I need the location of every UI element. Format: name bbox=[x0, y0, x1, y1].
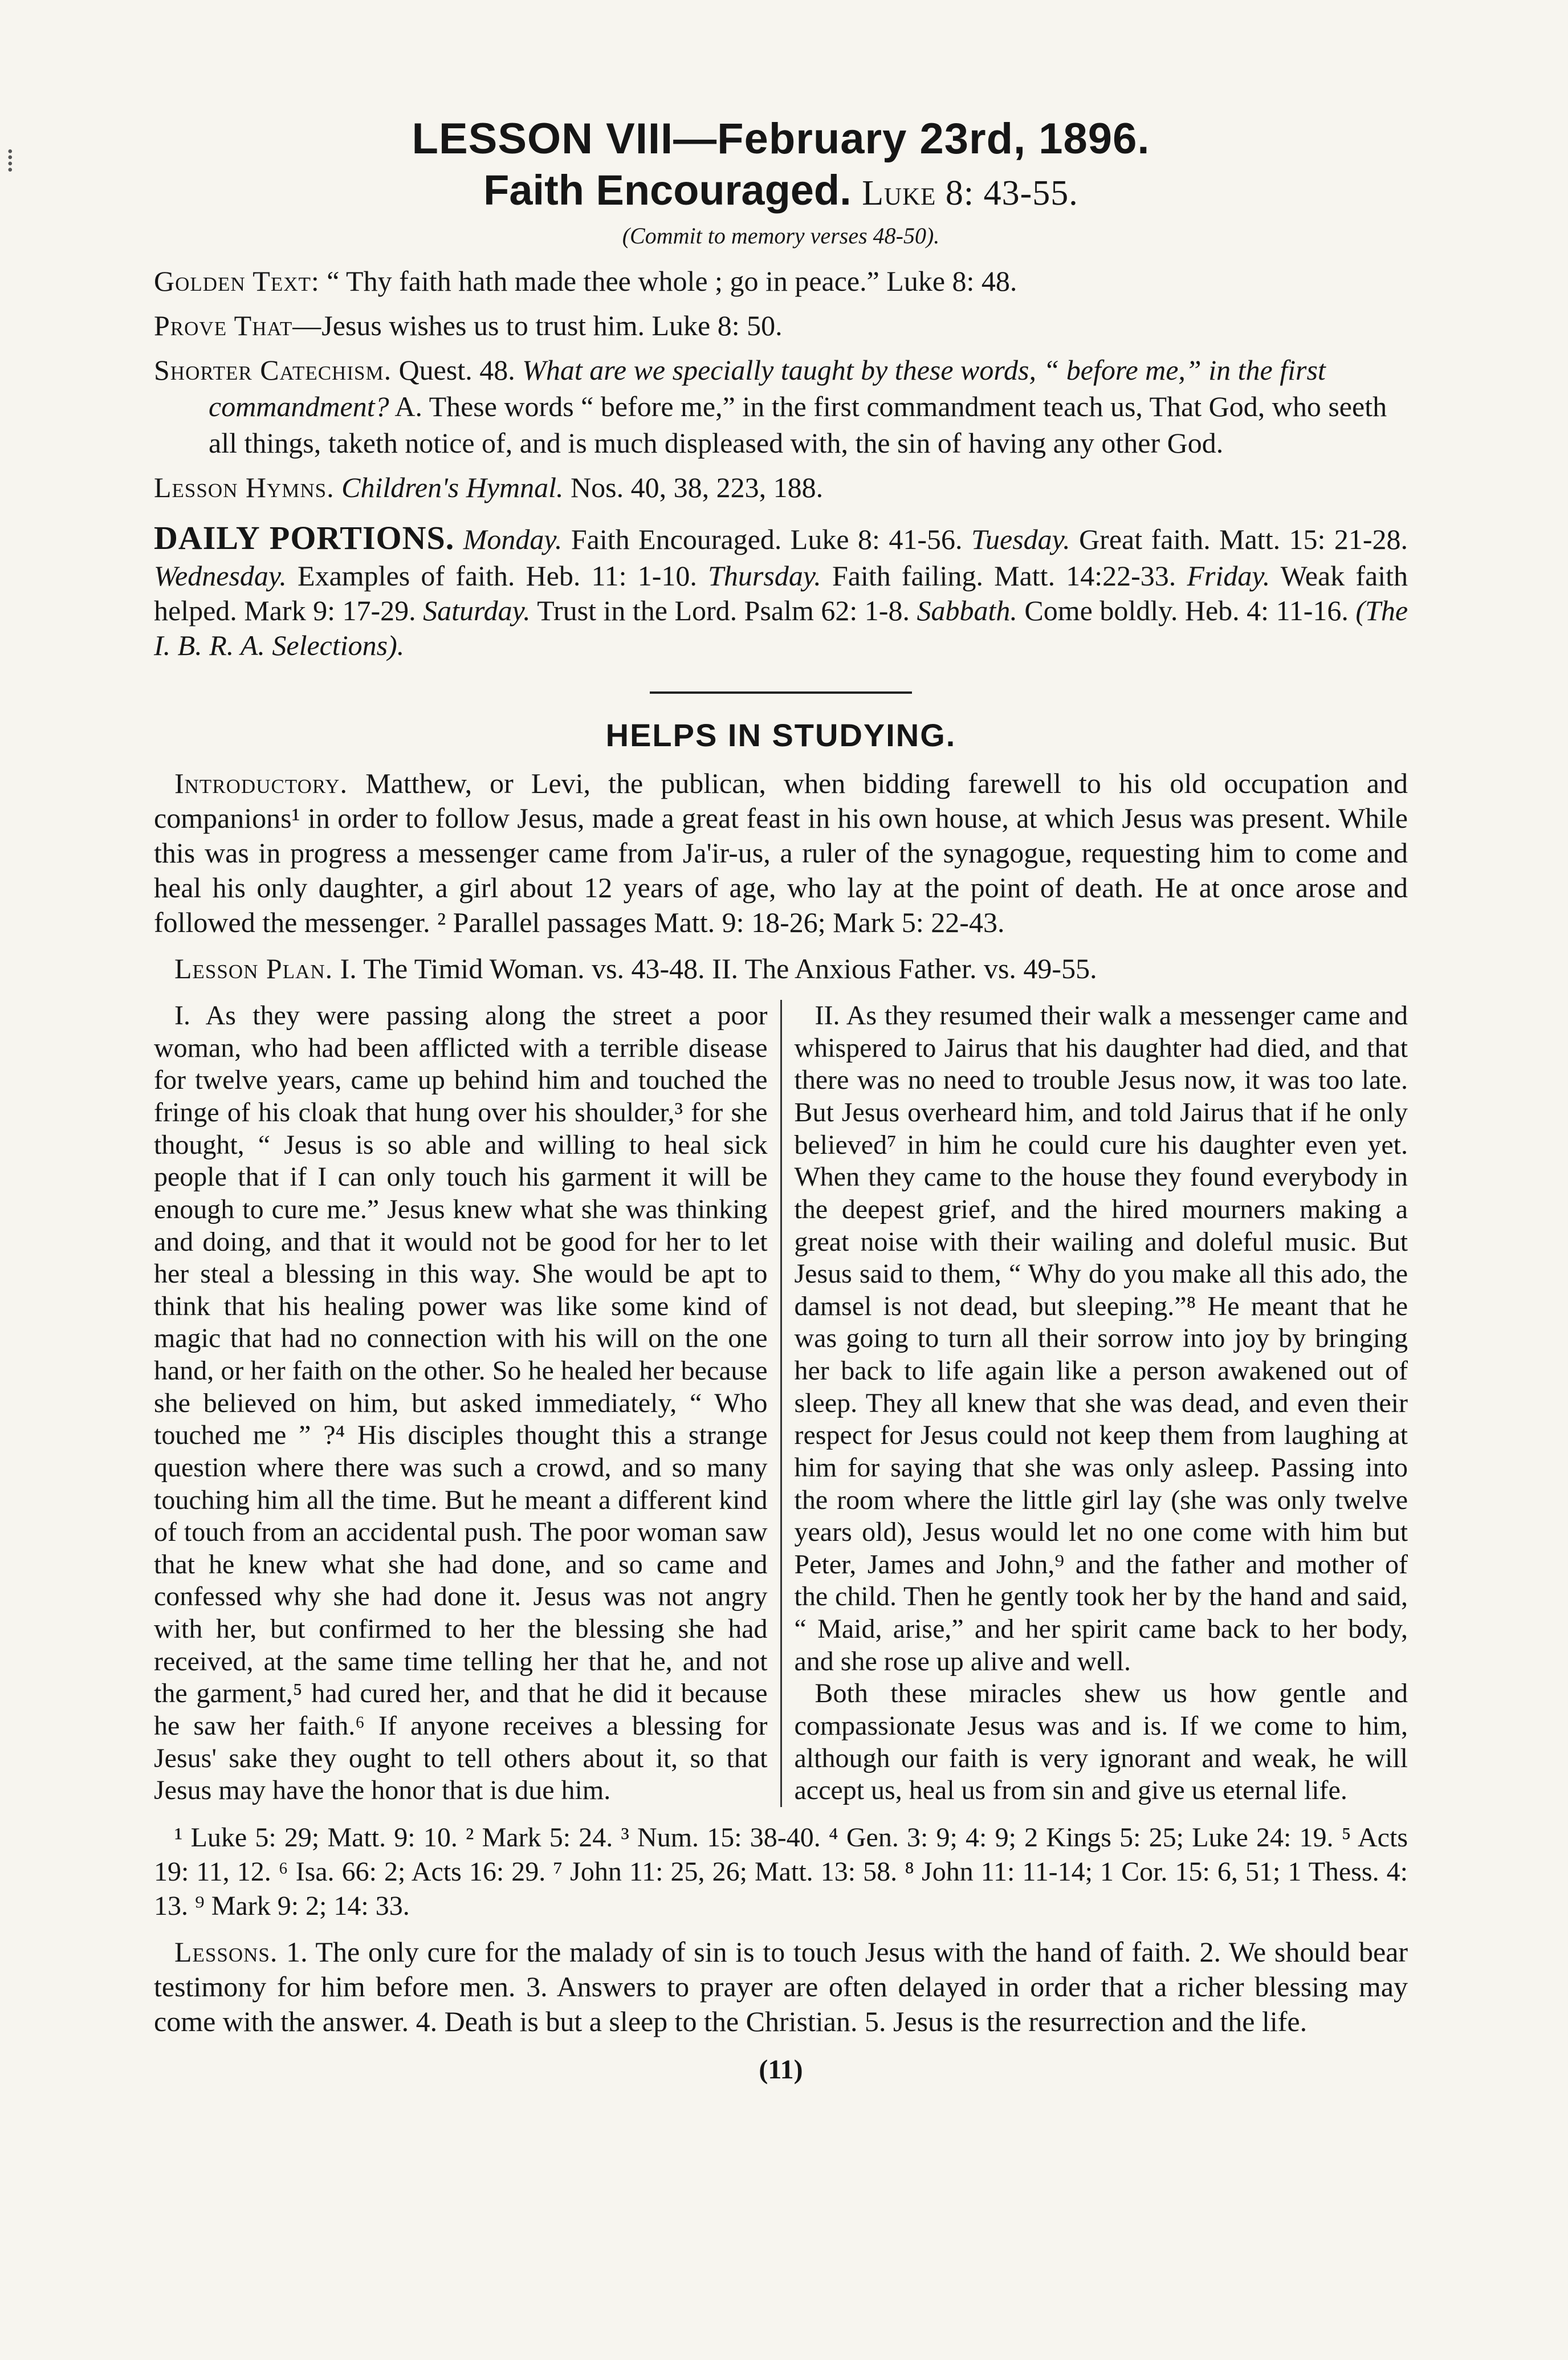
catechism-answer: A. These words “ before me,” in the first commandment teach us, That God, who seeth all things, taketh notice of, and is much displeased with, the sin of having any other God. bbox=[209, 390, 1387, 459]
shorter-catechism bbox=[154, 352, 1408, 461]
reading-monday: Faith Encouraged. Luke 8: 41-56. bbox=[571, 523, 963, 556]
daily-portions bbox=[154, 518, 1408, 663]
catechism-question: What are we specially taught by these words, “ before me,” in the first commandment? bbox=[209, 354, 1326, 423]
catechism-label: Shorter Catechism. bbox=[154, 354, 392, 386]
reading-friday: Weak faith helped. Mark 9: 17-29. bbox=[154, 560, 1408, 627]
subtitle-main: Faith Encouraged. bbox=[483, 166, 852, 214]
introductory-paragraph bbox=[154, 766, 1408, 940]
reading-tuesday: Great faith. Matt. 15: 21-28. bbox=[1079, 523, 1408, 556]
section-divider bbox=[650, 691, 912, 694]
golden-text bbox=[154, 263, 1408, 299]
day-monday: Monday. bbox=[463, 523, 563, 556]
lessons-body: 1. The only cure for the malady of sin is to touch Jesus with the hand of faith. 2. We should bear testimony for him before men. 3. Answers to prayer are often delayed in order that a richer blessing may come with the answer. 4. Death is but a sleep to the Christian. 5. Jesus is the resurrection and the life. bbox=[154, 1935, 1408, 2037]
hymns-label: Lesson Hymns. bbox=[154, 471, 335, 504]
hymns-nos: Nos. 40, 38, 223, 188. bbox=[571, 471, 824, 504]
selections-note: (The I. B. R. A. Selections). bbox=[154, 595, 1408, 662]
introductory-label: Introductory. bbox=[174, 767, 348, 800]
lesson-plan bbox=[154, 950, 1408, 987]
hymns-book: Children's Hymnal. bbox=[341, 471, 564, 504]
column-right-para-1: II. As they resumed their walk a messenger came and whispered to Jairus that his daughter had died, and that there was no need to trouble Jesus now, it was too late. But Jesus overheard him, and told Jairus that if he only believed⁷ in him he could cure his daughter even yet. When they came to the house they found everybody in the deepest grief, and the hired mourners making a great noise with their wailing and doleful music. But Jesus said to them, “ Why do you make all this ado, the damsel is not dead, but sleeping.”⁸ He meant that he was going to turn all their sorrow into joy by bringing her back to life again like a person awakened out of sleep. They all knew that she was dead, and even their respect for Jesus could not keep them from laughing at him for saying that she was only asleep. Passing into the room where the little girl lay (she was only twelve years old), Jesus would let no one come with him but Peter, James and John,⁹ and the father and mother of the child. Then he gently took her by the hand and said, “ Maid, arise,” and her spirit came back to her body, and she rose up alive and well. bbox=[794, 1000, 1408, 1677]
column-right-para-2: Both these miracles shew us how gentle and compassionate Jesus was and is. If we come to him, although our faith is very ignorant and weak, he will accept us, heal us from sin and give us eternal life. bbox=[794, 1678, 1408, 1806]
lessons bbox=[154, 1935, 1408, 2039]
lesson-title: LESSON VIII—February 23rd, 1896. bbox=[412, 115, 1150, 163]
prove-that bbox=[154, 307, 1408, 344]
prove-that-label: Prove That— bbox=[154, 310, 322, 342]
column-right bbox=[782, 1000, 1408, 1807]
helps-heading: HELPS IN STUDYING. bbox=[605, 717, 956, 754]
lessons-label: Lessons. bbox=[174, 1935, 278, 1968]
golden-text-body: “ Thy faith hath made thee whole ; go in peace.” Luke 8: 48. bbox=[327, 265, 1017, 298]
reading-thursday: Faith failing. Matt. 14:22-33. bbox=[832, 560, 1176, 592]
margin-mark: ⁞ bbox=[6, 143, 15, 178]
catechism-quest: Quest. 48. bbox=[398, 354, 515, 386]
prove-that-body: Jesus wishes us to trust him. Luke 8: 50. bbox=[321, 310, 783, 342]
lesson-subtitle bbox=[154, 166, 1408, 215]
reading-saturday: Trust in the Lord. Psalm 62: 1-8. bbox=[537, 595, 910, 627]
footnotes: ¹ Luke 5: 29; Matt. 9: 10. ² Mark 5: 24. ³ Num. 15: 38-40. ⁴ Gen. 3: 9; 4: 9; 2 Kings 5: 25; Luke 24: 19. ⁵ Acts 19: 11, 12. ⁶ Isa. 66: 2; Acts 16: 29. ⁷ John 11: 25, 26; Matt. 13: 58. ⁸ John 11: 11-14; 1 Cor. 15: 6, 51; 1 Thess. 4: 13. ⁹ Mark 9: 2; 14: 33. bbox=[154, 1822, 1408, 1921]
day-tuesday: Tuesday. bbox=[971, 523, 1070, 556]
lesson-plan-label: Lesson Plan. bbox=[174, 953, 333, 985]
day-wednesday: Wednesday. bbox=[154, 560, 287, 592]
day-sabbath: Sabbath. bbox=[917, 595, 1017, 627]
column-left-text: I. As they were passing along the street a poor woman, who had been afflicted with a terrible disease for twelve years, came up behind him and touched the fringe of his cloak that hung over his shoulder,³ for she thought, “ Jesus is so able and willing to heal sick people that if I can only touch his garment it will be enough to cure me.” Jesus knew what she was thinking and doing, and that it would not be good for her to let her steal a blessing in this way. She would be apt to think that his healing power was like some kind of magic that had no connection with his will on the one hand, or her faith on the other. So he healed her because she believed on him, but asked immediately, “ Who touched me ” ?⁴ His disciples thought this a strange question where there was such a crowd, and so many touching him all the time. But he meant a different kind of touch from an accidental push. The poor woman saw that he knew what she had done, and so came and confessed why she had done it. Jesus was not angry with her, but confirmed to her the blessing she had received, at the same time telling her that he, and not the garment,⁵ had cured her, and that he did it because he saw her faith.⁶ If anyone receives a blessing for Jesus' sake they ought to tell others about it, so that Jesus may have the honor that is due him. bbox=[154, 1000, 768, 1806]
lesson-plan-body: I. The Timid Woman. vs. 43-48. II. The Anxious Father. vs. 49-55. bbox=[340, 953, 1097, 985]
commit-note: (Commit to memory verses 48-50). bbox=[622, 223, 940, 249]
subtitle-ref: Luke 8: 43-55. bbox=[862, 174, 1078, 213]
day-saturday: Saturday. bbox=[423, 595, 531, 627]
golden-text-label: Golden Text: bbox=[154, 265, 320, 298]
reading-sabbath: Come boldly. Heb. 4: 11-16. bbox=[1024, 595, 1349, 627]
reading-wednesday: Examples of faith. Heb. 11: 1-10. bbox=[298, 560, 697, 592]
two-column-text bbox=[154, 1000, 1408, 1807]
page-number: (11) bbox=[759, 2054, 803, 2085]
daily-heading: DAILY PORTIONS. bbox=[154, 519, 455, 557]
lesson-hymns bbox=[154, 469, 1408, 506]
lesson-page bbox=[154, 114, 1408, 2309]
column-left bbox=[154, 1000, 782, 1807]
day-friday: Friday. bbox=[1187, 560, 1270, 592]
introductory-body: Matthew, or Levi, the publican, when bidding farewell to his old occupation and companions¹ in order to follow Jesus, made a great feast in his own house, at which Jesus was present. While this was in progress a messenger came from Ja'ir-us, a ruler of the synagogue, requesting him to come and heal his only daughter, a girl about 12 years of age, who lay at the point of death. He at once arose and followed the messenger. ² Parallel passages Matt. 9: 18-26; Mark 5: 22-43. bbox=[154, 767, 1408, 939]
day-thursday: Thursday. bbox=[708, 560, 821, 592]
